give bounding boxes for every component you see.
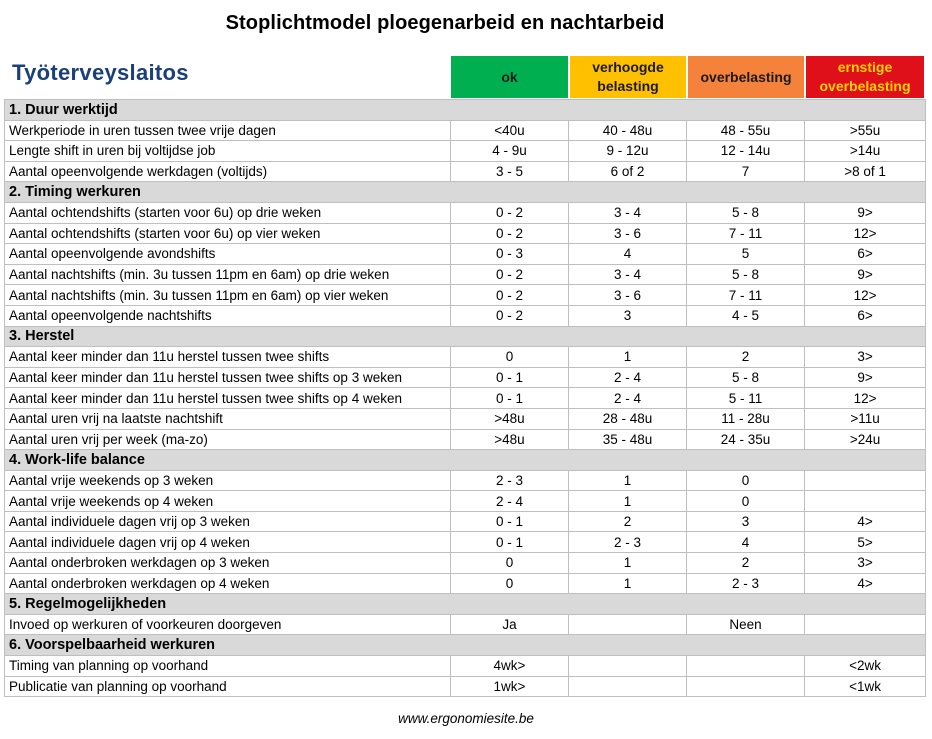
cell-ernstige-overbelasting: >24u — [805, 429, 926, 450]
cell-verhoogde-belasting: 3 — [569, 305, 687, 326]
table-row — [5, 532, 926, 553]
section-header — [5, 450, 926, 471]
cell-ok: 0 - 1 — [451, 532, 569, 553]
table-row — [5, 264, 926, 285]
section-header — [5, 635, 926, 656]
cell-verhoogde-belasting: 1 — [569, 347, 687, 368]
cell-verhoogde-belasting: 1 — [569, 491, 687, 512]
section-title: 5. Regelmogelijkheden — [5, 594, 926, 615]
cell-ok: 4 - 9u — [451, 141, 569, 162]
cell-ok: 0 - 1 — [451, 511, 569, 532]
cell-overbelasting: 11 - 28u — [687, 408, 805, 429]
cell-verhoogde-belasting — [569, 676, 687, 697]
table-row — [5, 676, 926, 697]
cell-ok: 0 - 2 — [451, 305, 569, 326]
row-label: Aantal keer minder dan 11u herstel tussen twee shifts — [5, 347, 451, 368]
column-header-overbelasting: overbelasting — [688, 56, 804, 98]
cell-ernstige-overbelasting: <1wk — [805, 676, 926, 697]
row-label: Aantal uren vrij per week (ma-zo) — [5, 429, 451, 450]
cell-overbelasting: 7 - 11 — [687, 223, 805, 244]
row-label: Aantal opeenvolgende nachtshifts — [5, 305, 451, 326]
section-header — [5, 182, 926, 203]
cell-ok: 0 - 3 — [451, 244, 569, 265]
row-label: Werkperiode in uren tussen twee vrije dagen — [5, 120, 451, 141]
section-header — [5, 326, 926, 347]
table-row — [5, 223, 926, 244]
cell-ernstige-overbelasting: 6> — [805, 305, 926, 326]
column-header-ernstige-overbelasting: ernstige overbelasting — [806, 56, 924, 98]
cell-overbelasting: 12 - 14u — [687, 141, 805, 162]
cell-overbelasting: 5 - 8 — [687, 367, 805, 388]
table-row — [5, 553, 926, 574]
traffic-light-table — [4, 99, 926, 697]
cell-ernstige-overbelasting: 4> — [805, 511, 926, 532]
cell-verhoogde-belasting: 6 of 2 — [569, 161, 687, 182]
cell-overbelasting: 2 — [687, 553, 805, 574]
table-row — [5, 388, 926, 409]
table-row — [5, 305, 926, 326]
cell-verhoogde-belasting: 1 — [569, 553, 687, 574]
cell-verhoogde-belasting: 1 — [569, 573, 687, 594]
table-row — [5, 161, 926, 182]
row-label: Aantal uren vrij na laatste nachtshift — [5, 408, 451, 429]
row-label: Aantal keer minder dan 11u herstel tussen twee shifts op 4 weken — [5, 388, 451, 409]
row-label: Publicatie van planning op voorhand — [5, 676, 451, 697]
table-row — [5, 511, 926, 532]
cell-ok: 0 - 2 — [451, 202, 569, 223]
table-row — [5, 141, 926, 162]
cell-overbelasting: 5 - 8 — [687, 264, 805, 285]
cell-verhoogde-belasting: 3 - 4 — [569, 264, 687, 285]
cell-overbelasting: 7 - 11 — [687, 285, 805, 306]
cell-overbelasting — [687, 656, 805, 677]
cell-verhoogde-belasting: 2 - 4 — [569, 367, 687, 388]
cell-ok: 2 - 4 — [451, 491, 569, 512]
cell-ok: 3 - 5 — [451, 161, 569, 182]
table-row — [5, 347, 926, 368]
row-label: Aantal ochtendshifts (starten voor 6u) op drie weken — [5, 202, 451, 223]
row-label: Aantal nachtshifts (min. 3u tussen 11pm en 6am) op vier weken — [5, 285, 451, 306]
cell-ok: 0 — [451, 347, 569, 368]
cell-verhoogde-belasting — [569, 614, 687, 635]
row-label: Aantal opeenvolgende avondshifts — [5, 244, 451, 265]
cell-verhoogde-belasting: 40 - 48u — [569, 120, 687, 141]
table-row — [5, 244, 926, 265]
cell-ernstige-overbelasting: >8 of 1 — [805, 161, 926, 182]
section-title: 6. Voorspelbaarheid werkuren — [5, 635, 926, 656]
cell-overbelasting: Neen — [687, 614, 805, 635]
table-row — [5, 656, 926, 677]
cell-ok: 0 - 1 — [451, 367, 569, 388]
cell-ernstige-overbelasting — [805, 470, 926, 491]
cell-overbelasting: 3 — [687, 511, 805, 532]
cell-ernstige-overbelasting: 5> — [805, 532, 926, 553]
cell-ernstige-overbelasting — [805, 614, 926, 635]
row-label: Aantal nachtshifts (min. 3u tussen 11pm en 6am) op drie weken — [5, 264, 451, 285]
cell-verhoogde-belasting: 3 - 6 — [569, 285, 687, 306]
cell-ok: 0 — [451, 553, 569, 574]
cell-ok: 2 - 3 — [451, 470, 569, 491]
cell-overbelasting: 2 — [687, 347, 805, 368]
cell-overbelasting: 48 - 55u — [687, 120, 805, 141]
table-row — [5, 491, 926, 512]
cell-ernstige-overbelasting: <2wk — [805, 656, 926, 677]
page-title: Stoplichtmodel ploegenarbeid en nachtarbeid — [225, 12, 665, 34]
table-row — [5, 429, 926, 450]
table-row — [5, 285, 926, 306]
cell-overbelasting: 5 - 8 — [687, 202, 805, 223]
row-label: Lengte shift in uren bij voltijdse job — [5, 141, 451, 162]
section-title: 2. Timing werkuren — [5, 182, 926, 203]
cell-verhoogde-belasting: 2 — [569, 511, 687, 532]
row-label: Aantal keer minder dan 11u herstel tussen twee shifts op 3 weken — [5, 367, 451, 388]
cell-ernstige-overbelasting — [805, 491, 926, 512]
table-row — [5, 367, 926, 388]
cell-ernstige-overbelasting: >55u — [805, 120, 926, 141]
section-header — [5, 594, 926, 615]
cell-ernstige-overbelasting: 12> — [805, 223, 926, 244]
cell-overbelasting: 24 - 35u — [687, 429, 805, 450]
table-row — [5, 573, 926, 594]
cell-ernstige-overbelasting: 6> — [805, 244, 926, 265]
row-label: Aantal individuele dagen vrij op 3 weken — [5, 511, 451, 532]
cell-ok: Ja — [451, 614, 569, 635]
cell-overbelasting: 4 - 5 — [687, 305, 805, 326]
footer-website: www.ergonomiesite.be — [398, 711, 534, 726]
cell-overbelasting: 2 - 3 — [687, 573, 805, 594]
cell-overbelasting: 0 — [687, 470, 805, 491]
row-label: Aantal opeenvolgende werkdagen (voltijds) — [5, 161, 451, 182]
cell-overbelasting: 0 — [687, 491, 805, 512]
row-label: Invoed op werkuren of voorkeuren doorgeven — [5, 614, 451, 635]
cell-ernstige-overbelasting: 12> — [805, 285, 926, 306]
cell-ernstige-overbelasting: 3> — [805, 347, 926, 368]
table-row — [5, 470, 926, 491]
cell-overbelasting: 5 - 11 — [687, 388, 805, 409]
cell-verhoogde-belasting: 3 - 4 — [569, 202, 687, 223]
cell-ok: >48u — [451, 408, 569, 429]
cell-verhoogde-belasting: 1 — [569, 470, 687, 491]
cell-verhoogde-belasting: 3 - 6 — [569, 223, 687, 244]
section-title: 3. Herstel — [5, 326, 926, 347]
cell-ernstige-overbelasting: 9> — [805, 264, 926, 285]
table-row — [5, 614, 926, 635]
cell-ernstige-overbelasting: 3> — [805, 553, 926, 574]
cell-ernstige-overbelasting: 4> — [805, 573, 926, 594]
cell-verhoogde-belasting: 35 - 48u — [569, 429, 687, 450]
row-label: Aantal onderbroken werkdagen op 4 weken — [5, 573, 451, 594]
cell-verhoogde-belasting: 2 - 4 — [569, 388, 687, 409]
cell-verhoogde-belasting: 28 - 48u — [569, 408, 687, 429]
table-body — [5, 100, 926, 697]
cell-ok: 0 - 2 — [451, 264, 569, 285]
cell-ok: 4wk> — [451, 656, 569, 677]
cell-verhoogde-belasting: 9 - 12u — [569, 141, 687, 162]
cell-ok: 0 - 1 — [451, 388, 569, 409]
cell-overbelasting — [687, 676, 805, 697]
column-header-verhoogde-belasting: verhoogde belasting — [570, 56, 686, 98]
cell-ok: >48u — [451, 429, 569, 450]
table-row — [5, 408, 926, 429]
cell-ok: 0 — [451, 573, 569, 594]
organization-logo: Työterveyslaitos — [12, 60, 189, 85]
cell-ok: 1wk> — [451, 676, 569, 697]
cell-overbelasting: 4 — [687, 532, 805, 553]
cell-ernstige-overbelasting: >14u — [805, 141, 926, 162]
cell-ok: 0 - 2 — [451, 285, 569, 306]
cell-ernstige-overbelasting: 9> — [805, 367, 926, 388]
row-label: Aantal vrije weekends op 4 weken — [5, 491, 451, 512]
row-label: Aantal vrije weekends op 3 weken — [5, 470, 451, 491]
table-row — [5, 202, 926, 223]
row-label: Aantal onderbroken werkdagen op 3 weken — [5, 553, 451, 574]
cell-ok: <40u — [451, 120, 569, 141]
column-header-ok: ok — [451, 56, 568, 98]
section-title: 4. Work-life balance — [5, 450, 926, 471]
row-label: Aantal ochtendshifts (starten voor 6u) op vier weken — [5, 223, 451, 244]
section-title: 1. Duur werktijd — [5, 100, 926, 121]
row-label: Timing van planning op voorhand — [5, 656, 451, 677]
cell-ernstige-overbelasting: 12> — [805, 388, 926, 409]
cell-verhoogde-belasting: 2 - 3 — [569, 532, 687, 553]
cell-verhoogde-belasting — [569, 656, 687, 677]
row-label: Aantal individuele dagen vrij op 4 weken — [5, 532, 451, 553]
cell-ok: 0 - 2 — [451, 223, 569, 244]
cell-overbelasting: 7 — [687, 161, 805, 182]
section-header — [5, 100, 926, 121]
table-row — [5, 120, 926, 141]
cell-ernstige-overbelasting: >11u — [805, 408, 926, 429]
cell-verhoogde-belasting: 4 — [569, 244, 687, 265]
cell-overbelasting: 5 — [687, 244, 805, 265]
cell-ernstige-overbelasting: 9> — [805, 202, 926, 223]
